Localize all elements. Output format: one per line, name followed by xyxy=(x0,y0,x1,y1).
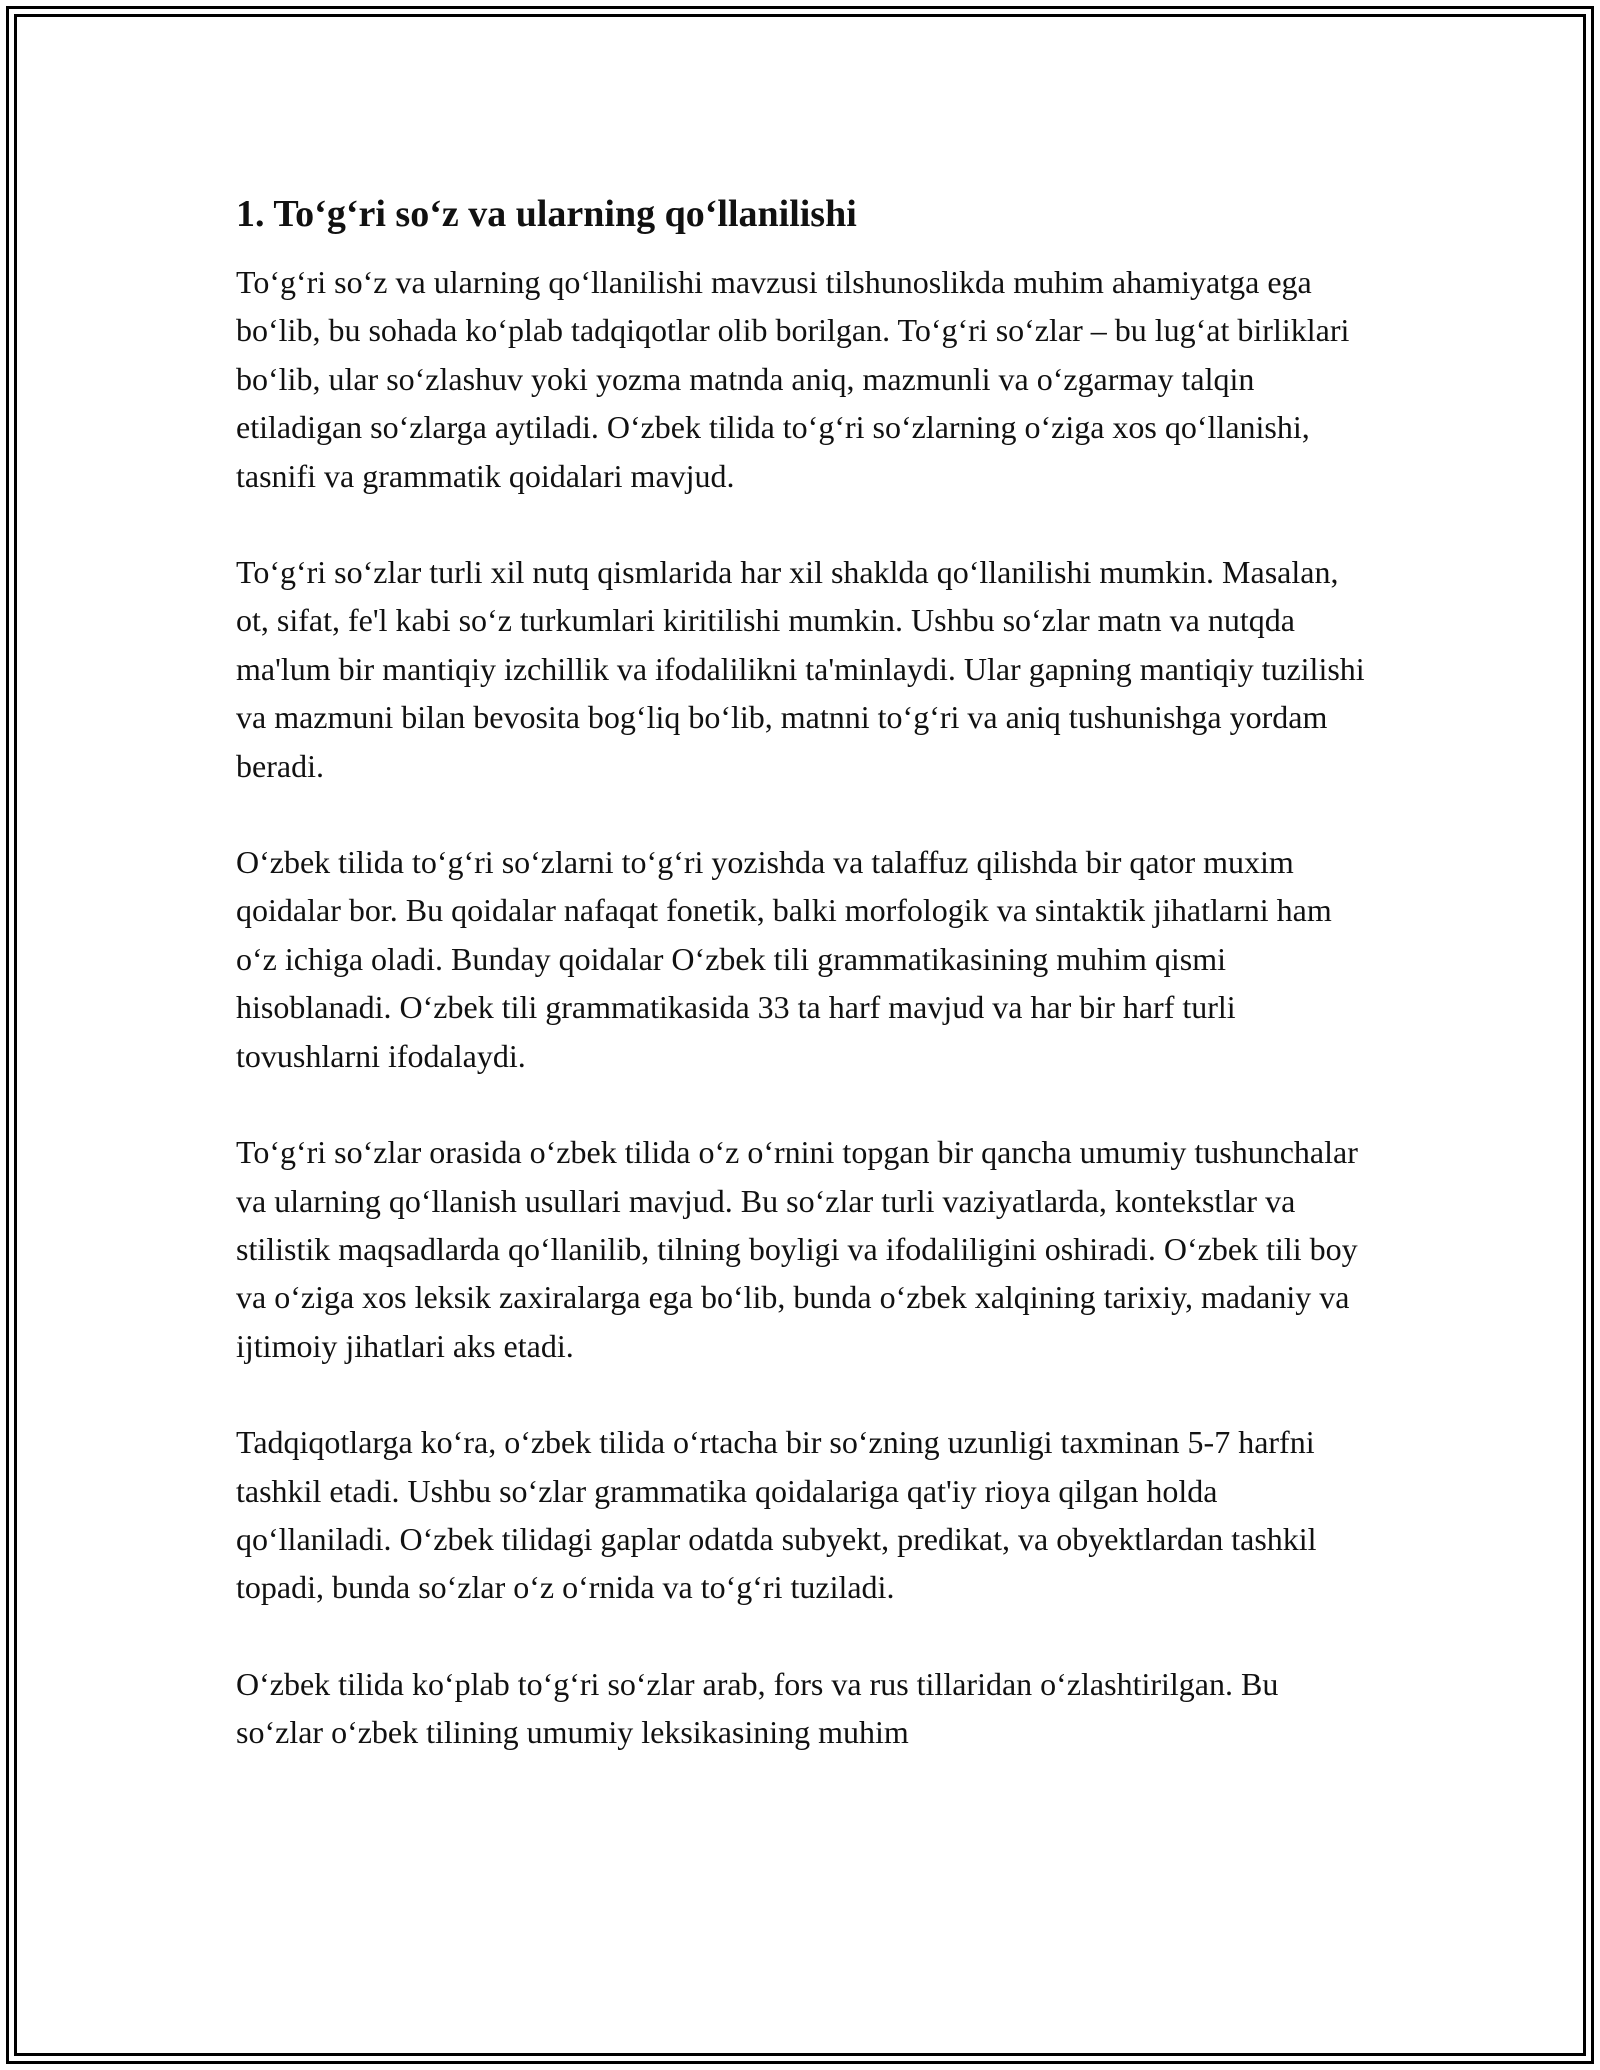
paragraph-3: O‘zbek tilida to‘g‘ri so‘zlarni to‘g‘ri yozishda va talaffuz qilishda bir qator muxim qoidalar bor. Bu qoidalar nafaqat fonetik, balki morfologik va sintaktik jihatlarni ham o‘z ichiga oladi. Bunday qoidalar O‘zbek tili grammatikasining muhim qismi hisoblanadi. O‘zbek tili grammatikasida 33 ta harf mavjud va har bir harf turli tovushlarni ifodalaydi. xyxy=(236,844,1332,1074)
paragraph-1: To‘g‘ri so‘z va ularning qo‘llanilishi mavzusi tilshunoslikda muhim ahamiyatga ega bo‘lib, bu sohada ko‘plab tadqiqotlar olib borilgan. To‘g‘ri so‘zlar – bu lug‘at birliklari bo‘lib, ular so‘zlashuv yoki yozma matnda aniq, mazmunli va o‘zgarmay talqin etiladigan so‘zlarga aytiladi. O‘zbek tilida to‘g‘ri so‘zlarning o‘ziga xos qo‘llanishi, tasnifi va grammatik qoidalari mavjud. xyxy=(236,264,1350,494)
section-heading: 1. To‘g‘ri so‘z va ularning qo‘llanilishi xyxy=(236,193,857,235)
paragraph-2: To‘g‘ri so‘zlar turli xil nutq qismlarida har xil shaklda qo‘llanilishi mumkin. Masalan, ot, sifat, fe'l kabi so‘z turkumlari kiritilishi mumkin. Ushbu so‘zlar matn va nutqda ma'lum bir mantiqiy izchillik va ifodalilikni ta'minlaydi. Ular gapning mantiqiy tuzilishi va mazmuni bilan bevosita bog‘liq bo‘lib, matnni to‘g‘ri va aniq tushunishga yordam beradi. xyxy=(236,554,1365,784)
paragraph-6: O‘zbek tilida ko‘plab to‘g‘ri so‘zlar arab, fors va rus tillaridan o‘zlashtirilgan. Bu so‘zlar o‘zbek tilining umumiy leksikasining muhim xyxy=(236,1665,1279,1751)
document-body xyxy=(236,188,1366,1757)
paragraph-5: Tadqiqotlarga ko‘ra, o‘zbek tilida o‘rtacha bir so‘zning uzunligi taxminan 5-7 harfni tashkil etadi. Ushbu so‘zlar grammatika qoidalariga qat'iy rioya qilgan holda qo‘llaniladi. O‘zbek tilidagi gaplar odatda subyekt, predikat, va obyektlardan tashkil topadi, bunda so‘zlar o‘z o‘rnida va to‘g‘ri tuziladi. xyxy=(236,1424,1317,1606)
paragraph-4: To‘g‘ri so‘zlar orasida o‘zbek tilida o‘z o‘rnini topgan bir qancha umumiy tushunchalar va ularning qo‘llanish usullari mavjud. Bu so‘zlar turli vaziyatlarda, kontekstlar va stilistik maqsadlarda qo‘llanilib, tilning boyligi va ifodaliligini oshiradi. O‘zbek tili boy va o‘ziga xos leksik zaxiralarga ega bo‘lib, bunda o‘zbek xalqining tarixiy, madaniy va ijtimoiy jihatlari aks etadi. xyxy=(236,1134,1358,1364)
